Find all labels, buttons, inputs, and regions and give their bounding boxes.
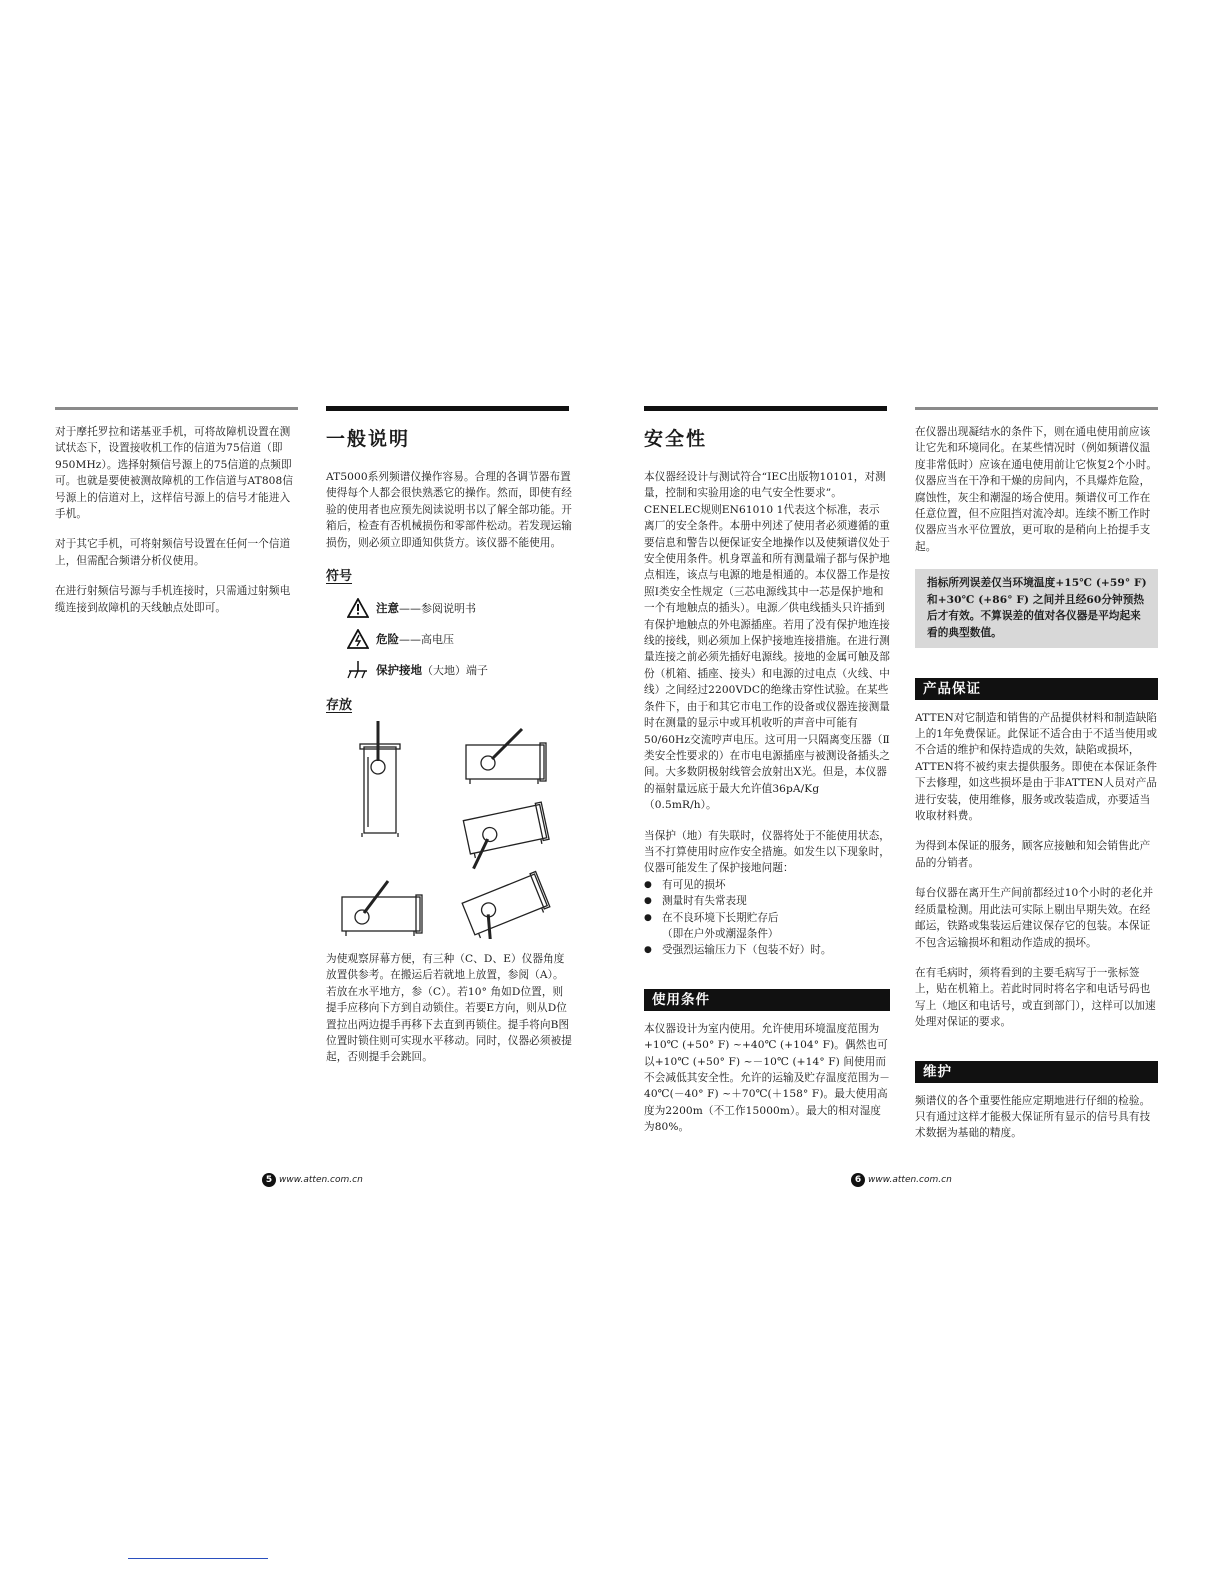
symbol-desc: （大地）端子 xyxy=(422,663,488,677)
list-item: ● 有可见的损坏 xyxy=(644,877,890,893)
column-rule-2 xyxy=(326,406,569,411)
position-e-figure xyxy=(461,872,555,940)
symbol-row xyxy=(340,592,572,623)
symbol-desc: ——参阅说明书 xyxy=(399,601,476,615)
paragraph: 对于其它手机，可将射频信号设置在任何一个信道上，但需配合频谱分析仪使用。 xyxy=(55,538,291,567)
safety-paragraph: 本仪器经设计与测试符合“IEC出版物10101，对测量，控制和实验用途的电气安全性要求”。CENELEC规则EN61010 1代表这个标准，表示离厂的安全条件。本册中列述了使用者必须遵循的重要信息和警告以便保证安全地操作以及使频谱仪处于安全使用条件。机身罩盖和所有测量端子都与保护地点相连，该点与电源的地是相通的。本仪器工作是按照Ⅰ类安全性规定（三芯电源线其中一芯是保护地和一个有地触点的插头）。电源／供电线插头只许插到有保护地触点的外电源插座。若用了没有保护地连接线的接线，则必须加上保护接地连接措施。在进行测量连接之前必须先插好电源线。接地的金属可触及部份（机箱、插座、接头）和电源的过电点（火线、中线）之间经过2200VDC的绝缘击穿性试验。在某些条件下，由于和其它市电工作的设备或仪器连接测量时在测量的显示中或耳机收听的声音中可能有50/60Hz交流哼声电压。这可用一只隔离变压器（Ⅱ类安全性要求的）在市电电源插座与被测设备插头之间。大多数阴极射线管会放射出X光。但是，本仪器的福射量远底于最大允许值36pA/Kg（0.5mR/h）。 xyxy=(644,471,890,812)
symbols-heading: 符号 xyxy=(326,569,353,585)
warranty-paragraph: 在有毛病时，须将看到的主要毛病写于一张标签上，贴在机箱上。若此时同时将名字和电话号码也写上（地区和电话号，或直到部门），这样可以加速处理对保证的要求。 xyxy=(915,966,1156,1029)
ground-icon xyxy=(340,660,376,680)
footer-url: www.atten.com.cn xyxy=(868,1175,952,1185)
section-title: 安全性 xyxy=(644,428,708,450)
symbol-label: 注意 xyxy=(376,600,399,615)
column-4 xyxy=(915,424,1158,1142)
list-item: ● 测量时有失常表现 xyxy=(644,893,890,909)
column-3 xyxy=(644,424,890,1136)
warranty-paragraph: 为得到本保证的服务，顾客应接触和知会销售此产品的分销者。 xyxy=(915,840,1151,869)
page-footer-left xyxy=(262,1173,363,1187)
column-1 xyxy=(55,424,300,616)
warranty-paragraph: 每台仪器在离开生产间前都经过10个小时的老化并经质量检测。用此法可实际上剔出早期失效。在经邮运，铁路或集装运后建议保存它的包装。本保证不包含运输损坏和粗动作造成的损坏。 xyxy=(915,887,1154,949)
condensation-paragraph: 在仪器出现凝结水的条件下，则在通电使用前应该让它先和环境同化。在某些情况时（例如频谱仪温度非常低时）应该在通电使用前让它恢复2个小时。仪器应当在干净和干燥的房间内，不具爆炸危险，腐蚀性，灰尘和潮湿的场合使用。频谱仪可工作在任意位置，但不应阻挡对流冷却。连续不断工作时仪器应当水平位置放，更可取的是稍向上抬提手支起。 xyxy=(915,426,1158,553)
symbol-row xyxy=(340,654,572,685)
warranty-paragraph: ATTEN对它制造和销售的产品提供材料和制造缺陷上的1年免费保证。此保证不适合由于不适当使用或不合适的维护和保持造成的失效，缺陷或损坏，ATTEN将不被约束去提供服务。即使在本保证条件下去修理，如这些损坏是由于非ATTEN人员对产品进行安装，使用维修，服务或改装造成，亦要适当收取材料费。 xyxy=(915,711,1158,823)
list-item: ● 在不良环境下长期贮存后 xyxy=(644,910,890,926)
page-footer-right xyxy=(851,1173,952,1187)
ground-fault-list xyxy=(644,877,890,959)
warranty-section xyxy=(915,710,1158,1031)
page-number: 6 xyxy=(851,1173,865,1187)
position-d-figure xyxy=(342,881,422,936)
page-number: 5 xyxy=(262,1173,276,1187)
symbol-desc: ——高电压 xyxy=(399,632,454,646)
column-rule-3 xyxy=(644,406,887,411)
maintenance-paragraph: 频谱仪的各个重要性能应定期地进行仔细的检验。只有通过这样才能极大保证所有显示的信号具有技术数据为基础的精度。 xyxy=(915,1094,1151,1140)
position-b-figure xyxy=(466,729,546,784)
conditions-paragraph: 本仪器设计为室内使用。允许使用环境温度范围为+10℃ (+50° F) ~+40℃ (+104° F)。偶然也可以+10℃ (+50° F) ~－10℃ (+14° F) 间使用而不会减低其安全性。允许的运输及贮存温度范围为－40℃(－40° F) ~＋70℃(＋158° F)。最大使用高度为2200m（不工作15000m）。最大的相对湿度为80%。 xyxy=(644,1022,890,1134)
intro-paragraph: AT5000系列频谱仪操作容易。合理的各调节器布置使得每个人都会很快熟悉它的操作。然而，即使有经验的使用者也应预先阅读说明书以了解全部功能。开箱后，检查有否机械损伤和零部件松动。若发现运输损伤，则必须立即通知供货方。该仪器不能使用。 xyxy=(326,471,572,549)
paragraph: 在进行射频信号源与手机连接时，只需通过射频电缆连接到故障机的天线触点处即可。 xyxy=(55,585,291,614)
symbol-row xyxy=(340,623,572,654)
column-rule-4 xyxy=(915,407,1158,410)
spec-note: 指标所列误差仅当环境温度+15℃ (+59° F)和+30℃ (+86° F) 之间并且经60分钟预热后才有效。不算误差的值对各仪器是平均起来看的典型数值。 xyxy=(927,577,1147,640)
symbols-list xyxy=(326,592,572,685)
maintenance-heading: 维护 xyxy=(915,1061,1158,1083)
warranty-heading: 产品保证 xyxy=(915,678,1158,700)
symbol-label: 保护接地 xyxy=(376,662,422,677)
storage-paragraph: 为使观察屏幕方便，有三种（C、D、E）仪器角度放置供参考。在搬运后若就地上放置，参阅（A）。若放在水平地方，参（C）。若10° 角如D位置，则提手应移向下方到自动锁住。若要E方向，则从D位置拉出两边提手再移下去直到再锁住。提手将向B图位置时锁住则可实现水平移动。同时，仪器必须被提起，否则提手会跳回。 xyxy=(326,953,572,1064)
storage-heading: 存放 xyxy=(326,698,353,714)
bottom-link-line xyxy=(128,1558,268,1559)
storage-positions-illustration xyxy=(326,717,572,939)
spec-note-box xyxy=(915,569,1158,647)
footer-url: www.atten.com.cn xyxy=(279,1175,363,1185)
conditions-heading: 使用条件 xyxy=(644,989,890,1011)
position-a-figure xyxy=(360,721,400,837)
list-item: ● 受强烈运输压力下（包装不好）时。 xyxy=(644,942,890,958)
position-c-figure xyxy=(463,802,552,869)
ground-fault-paragraph: 当保护（地）有失联时，仪器将处于不能使用状态，当不打算使用时应作安全措施。如发生以下现象时，仪器可能发生了保护接地问题： xyxy=(644,829,890,875)
symbol-label: 危险 xyxy=(376,631,399,646)
paragraph: 对于摩托罗拉和诺基亚手机，可将故障机设置在测试状态下，设置接收机工作的信道为75信道（即950MHz）。选择射频信号源上的75信道的点频即可。也就是要使被测故障机的工作信道与AT808信号源上的信道对上，这样信号源上的信号才能进入手机。 xyxy=(55,426,294,521)
list-item: （即在户外或潮湿条件） xyxy=(662,927,779,940)
warning-triangle-icon xyxy=(340,598,376,618)
section-title: 一般说明 xyxy=(326,428,411,450)
column-2 xyxy=(326,424,572,1066)
column-rule-1 xyxy=(55,407,298,410)
high-voltage-icon xyxy=(340,629,376,649)
